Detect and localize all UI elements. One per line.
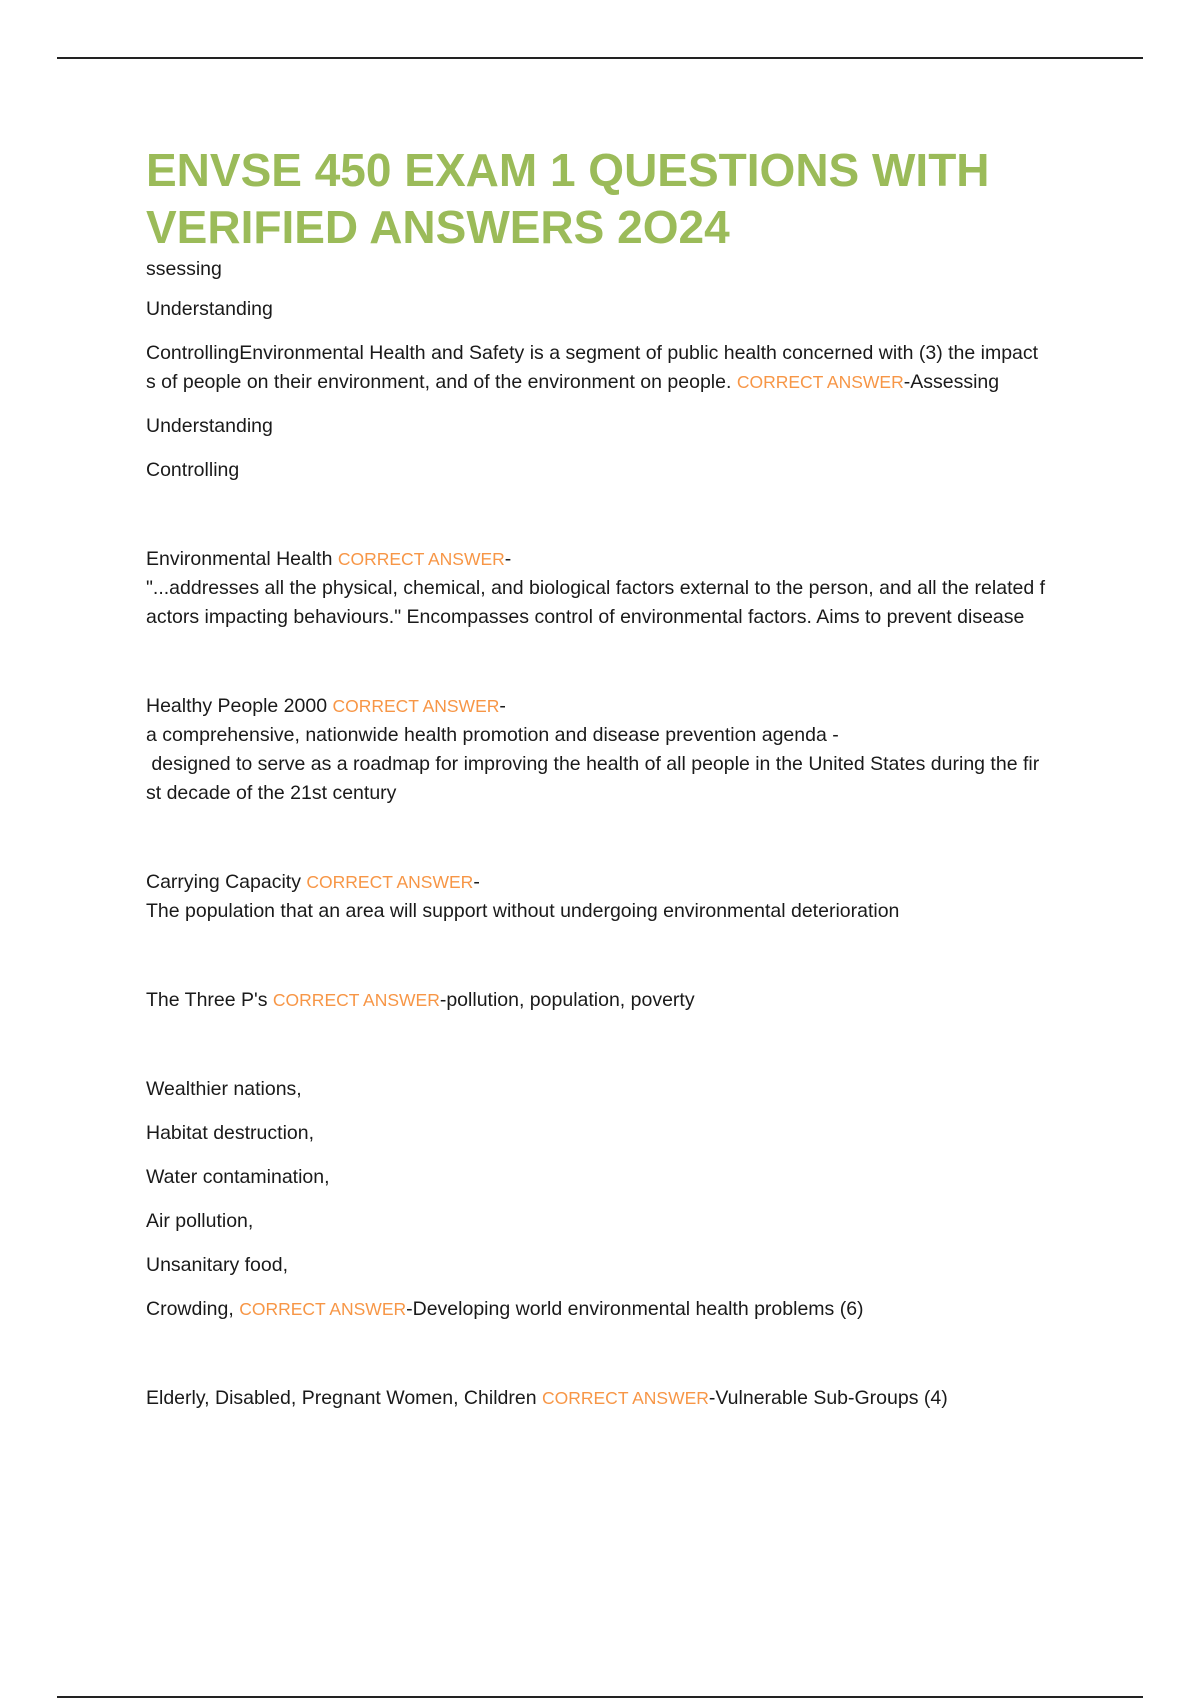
question-term: The Three P's CORRECT ANSWER-pollution, population, poverty [146, 989, 695, 1011]
intro-line: Controlling [146, 459, 240, 481]
list-item: Unsanitary food, [146, 1254, 288, 1276]
answer-text: designed to serve as a roadmap for improving the health of all people in the United States during the fir [146, 753, 1040, 775]
title-line-2: VERIFIED ANSWERS 2O24 [146, 201, 730, 253]
list-item: Air pollution, [146, 1210, 254, 1232]
list-item: Water contamination, [146, 1166, 330, 1188]
intro-line: s of people on their environment, and of the environment on people. CORRECT ANSWER-Assessing [146, 371, 1000, 393]
list-item: Habitat destruction, [146, 1122, 315, 1144]
document-title [146, 142, 1096, 256]
bottom-rule [57, 1696, 1143, 1698]
intro-block [146, 258, 1096, 485]
qa-environmental-health [146, 545, 1096, 632]
answer-label: CORRECT ANSWER [541, 1388, 709, 1408]
answer-label: CORRECT ANSWER [332, 696, 500, 716]
qa-developing-world [146, 1075, 1096, 1324]
qa-healthy-people [146, 692, 1096, 808]
answer-label: CORRECT ANSWER [239, 1299, 407, 1319]
question-term: Environmental Health CORRECT ANSWER- [146, 548, 512, 570]
answer-text: actors impacting behaviours." Encompasses control of environmental factors. Aims to prevent disease [146, 606, 1025, 628]
intro-line: Understanding [146, 415, 273, 437]
answer-label: CORRECT ANSWER [337, 549, 505, 569]
top-rule [57, 57, 1143, 59]
answer-label: CORRECT ANSWER [272, 990, 440, 1010]
question-term: Elderly, Disabled, Pregnant Women, Children CORRECT ANSWER-Vulnerable Sub-Groups (4) [146, 1387, 948, 1409]
intro-line: ssessing [146, 258, 222, 280]
qa-three-ps [146, 986, 1096, 1015]
list-item: Wealthier nations, [146, 1078, 302, 1100]
intro-line: ControllingEnvironmental Health and Safety is a segment of public health concerned with (3) the impact [146, 342, 1039, 364]
document-page [146, 142, 1096, 1413]
qa-vulnerable-groups [146, 1384, 1096, 1413]
answer-text: "...addresses all the physical, chemical, and biological factors external to the person, and all the related f [146, 577, 1046, 599]
answer-text: st decade of the 21st century [146, 782, 397, 804]
title-line-1: ENVSE 450 EXAM 1 QUESTIONS WITH [146, 144, 990, 196]
answer-text: The population that an area will support without undergoing environmental deterioration [146, 900, 900, 922]
question-term: Healthy People 2000 CORRECT ANSWER- [146, 695, 506, 717]
intro-line: Understanding [146, 298, 273, 320]
answer-label: CORRECT ANSWER [306, 872, 474, 892]
answer-label: CORRECT ANSWER [736, 372, 904, 392]
qa-carrying-capacity [146, 868, 1096, 926]
list-item: Crowding, CORRECT ANSWER-Developing world environmental health problems (6) [146, 1298, 864, 1320]
answer-text: a comprehensive, nationwide health promotion and disease prevention agenda - [146, 724, 839, 746]
question-term: Carrying Capacity CORRECT ANSWER- [146, 871, 480, 893]
